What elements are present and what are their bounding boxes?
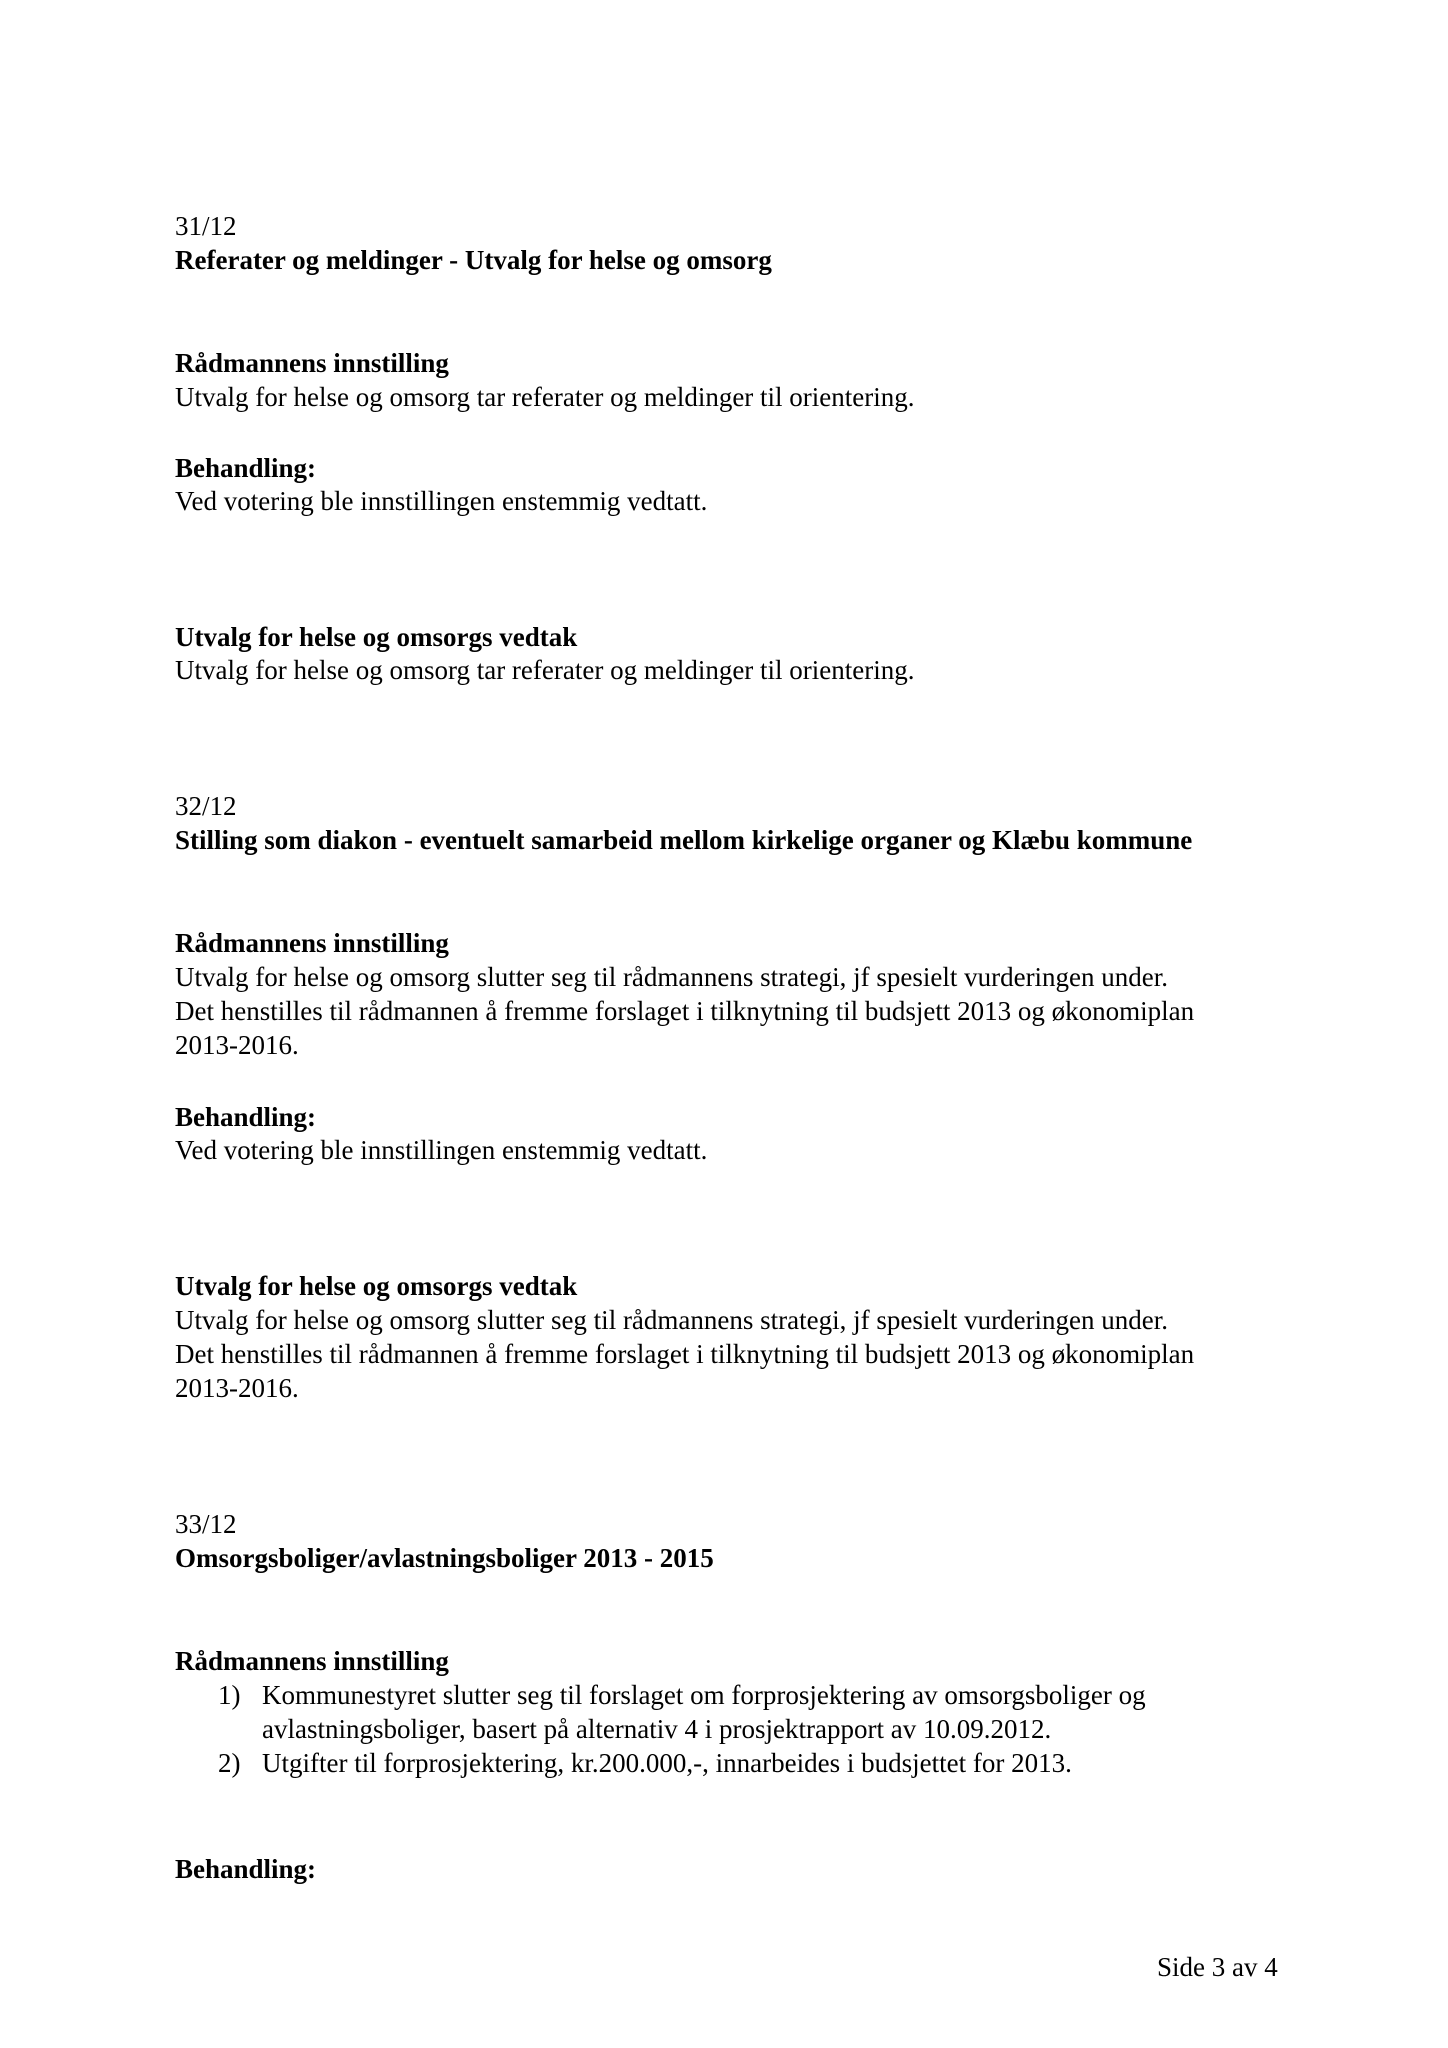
list-item-number: 2) (218, 1748, 241, 1778)
treatment-heading: Behandling: (175, 453, 317, 483)
recommendation-text: Utvalg for helse og omsorg tar referater og meldinger til orientering. (175, 382, 915, 412)
case-title: Referater og meldinger - Utvalg for helse og omsorg (175, 245, 772, 275)
recommendation-text: 2013-2016. (175, 1030, 299, 1060)
list-item-text: Kommunestyret slutter seg til forslaget om forprosjektering av omsorgsboliger og (262, 1680, 1146, 1710)
decision-text: Utvalg for helse og omsorg slutter seg til rådmannens strategi, jf spesielt vurderingen under. (175, 1305, 1169, 1335)
decision-text: Det henstilles til rådmannen å fremme forslaget i tilknytning til budsjett 2013 og økonomiplan (175, 1339, 1195, 1369)
case-number: 32/12 (175, 791, 237, 821)
list-item-number: 1) (218, 1680, 241, 1710)
case-title: Omsorgsboliger/avlastningsboliger 2013 - 2015 (175, 1543, 714, 1573)
decision-text: Utvalg for helse og omsorg tar referater og meldinger til orientering. (175, 655, 915, 685)
decision-text: 2013-2016. (175, 1373, 299, 1403)
treatment-text: Ved votering ble innstillingen enstemmig vedtatt. (175, 486, 708, 516)
recommendation-heading: Rådmannens innstilling (175, 1646, 449, 1676)
recommendation-heading: Rådmannens innstilling (175, 928, 449, 958)
treatment-heading: Behandling: (175, 1854, 317, 1884)
treatment-heading: Behandling: (175, 1102, 317, 1132)
list-item-text: Utgifter til forprosjektering, kr.200.000,-, innarbeides i budsjettet for 2013. (262, 1748, 1072, 1778)
recommendation-heading: Rådmannens innstilling (175, 348, 449, 378)
recommendation-text: Det henstilles til rådmannen å fremme forslaget i tilknytning til budsjett 2013 og økonomiplan (175, 996, 1195, 1026)
page-number: Side 3 av 4 (1157, 1952, 1278, 1982)
case-title: Stilling som diakon - eventuelt samarbeid mellom kirkelige organer og Klæbu kommune (175, 825, 1193, 855)
decision-heading: Utvalg for helse og omsorgs vedtak (175, 1271, 578, 1301)
treatment-text: Ved votering ble innstillingen enstemmig vedtatt. (175, 1135, 708, 1165)
list-item-text: avlastningsboliger, basert på alternativ 4 i prosjektrapport av 10.09.2012. (262, 1714, 1052, 1744)
case-number: 33/12 (175, 1509, 237, 1539)
recommendation-text: Utvalg for helse og omsorg slutter seg til rådmannens strategi, jf spesielt vurderingen under. (175, 962, 1169, 992)
case-number: 31/12 (175, 211, 237, 241)
decision-heading: Utvalg for helse og omsorgs vedtak (175, 622, 578, 652)
